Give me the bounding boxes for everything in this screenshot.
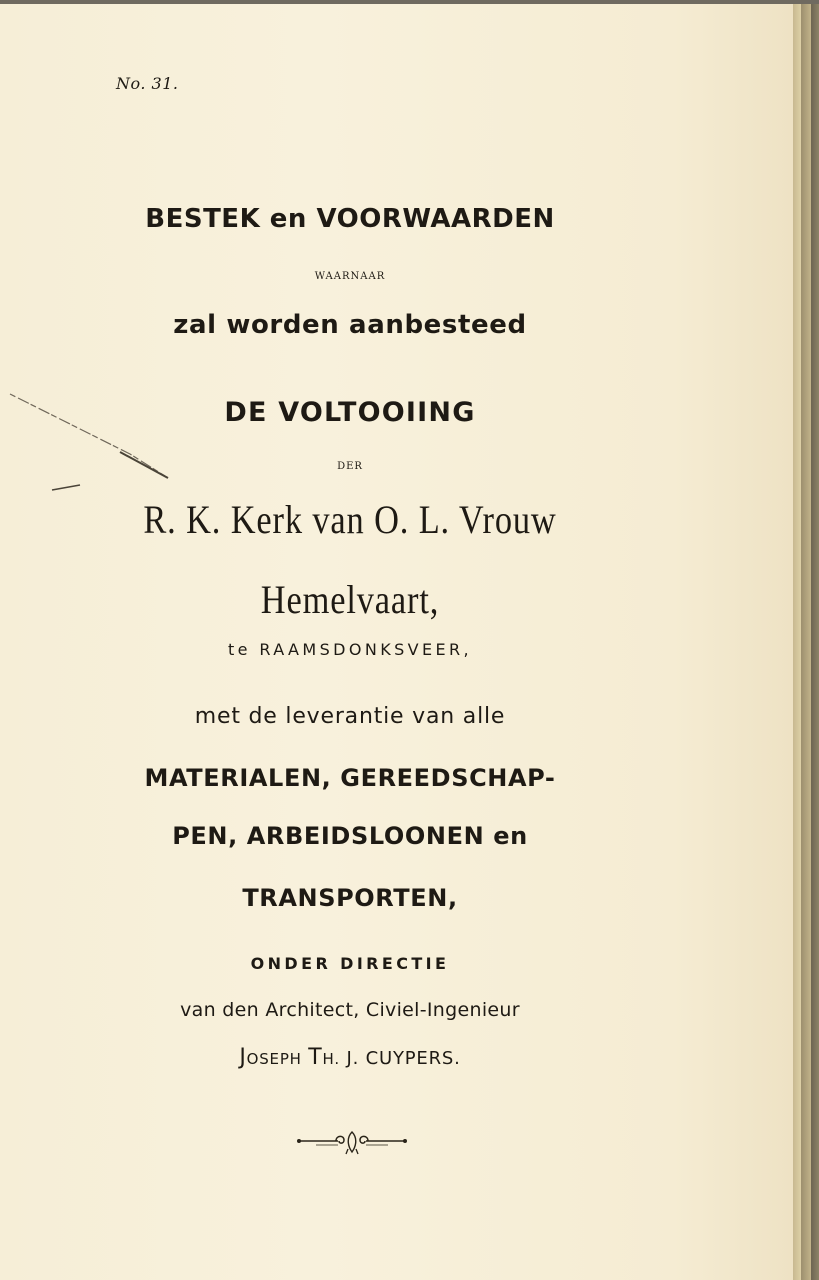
book-page: [0, 4, 793, 1280]
der-label: DER: [337, 461, 363, 472]
supply-line3: TRANSPORTEN,: [242, 884, 458, 912]
decorative-ornament-icon: [296, 1129, 408, 1155]
book-cover-edge: [811, 4, 819, 1280]
supply-line1: MATERIALEN, GEREEDSCHAP-: [144, 764, 556, 792]
name-initial-j: J: [239, 1045, 247, 1070]
waarnaar-label: WAARNAAR: [314, 271, 386, 282]
voltooiing-heading: DE VOLTOOIING: [224, 397, 476, 428]
aanbesteed-line: zal worden aanbesteed: [173, 310, 527, 340]
architect-line: van den Architect, Civiel-Ingenieur: [180, 999, 520, 1021]
direction-heading: ONDER DIRECTIE: [250, 954, 450, 973]
page-number: No. 31.: [116, 74, 179, 93]
title-heading: BESTEK en VOORWAARDEN: [145, 204, 555, 234]
page-edge-stack: [793, 4, 801, 1280]
supply-line2: PEN, ARBEIDSLOONEN en: [172, 822, 528, 850]
name-surname: J. CUYPERS.: [346, 1048, 461, 1069]
name-rest-oseph: OSEPH: [246, 1050, 302, 1068]
page-edge-stack: [801, 4, 811, 1280]
church-name-line2: Hemelvaart,: [260, 577, 440, 622]
name-initial-t: T: [308, 1045, 323, 1070]
name-rest-h: H.: [322, 1050, 340, 1068]
location-line: te RAAMSDONKSVEER,: [227, 640, 473, 659]
architect-name: [0, 1045, 700, 1070]
supply-intro: met de leverantie van alle: [194, 704, 506, 729]
church-name-line1: R. K. Kerk van O. L. Vrouw: [143, 497, 557, 542]
